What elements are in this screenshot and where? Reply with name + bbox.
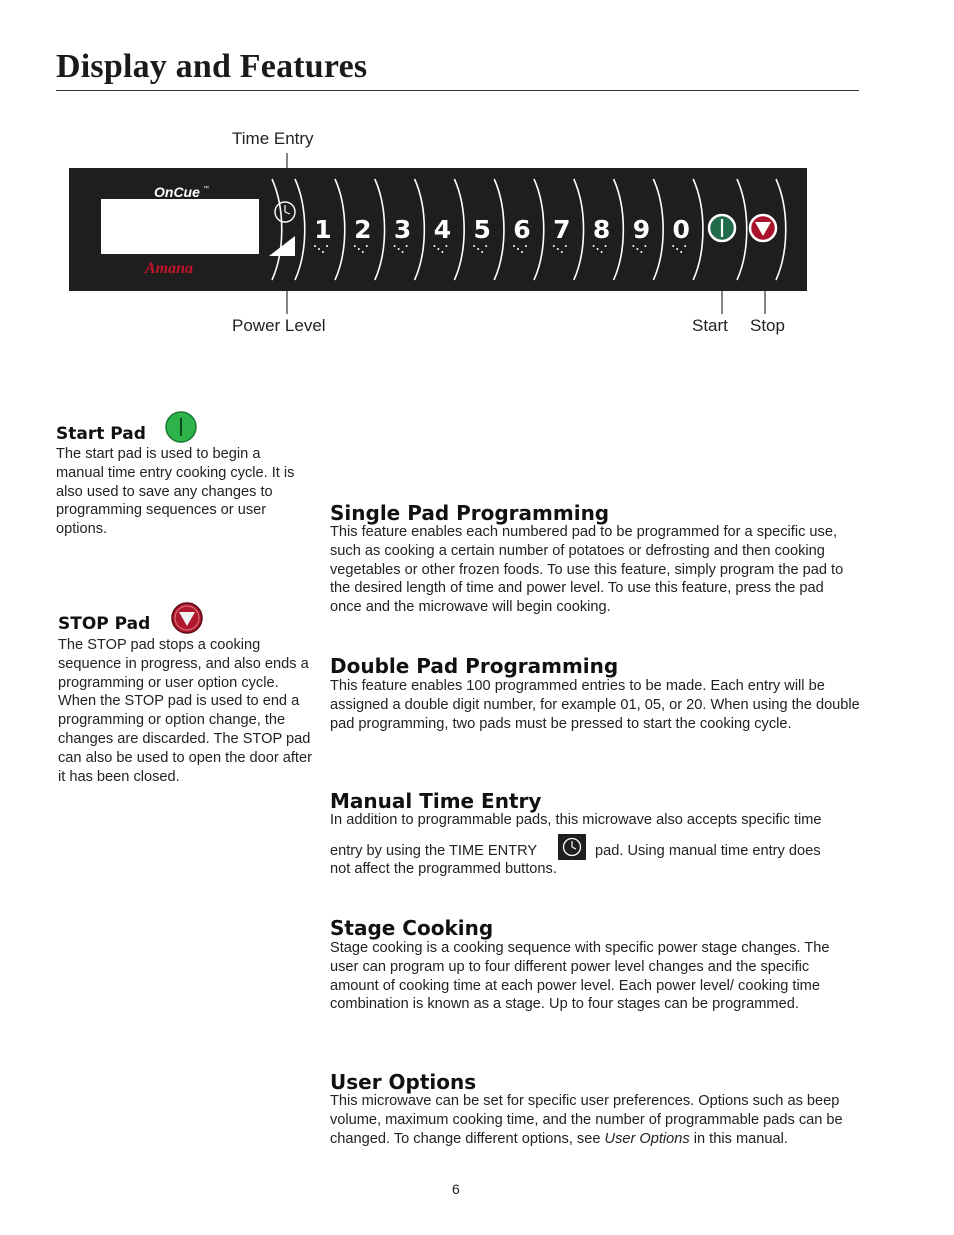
- manual-time-line2-after: pad. Using manual time entry does: [595, 843, 821, 859]
- user-options-text-before: This microwave can be set for specific user preferences. Options such as beep volume, maximum cooking time, and the number of programmable pads can be changed. To change different options, see: [330, 1093, 843, 1147]
- stop-pad-heading: STOP Pad: [58, 614, 151, 634]
- brand-oncue: OnCue: [154, 184, 200, 200]
- time-entry-icon: [558, 834, 586, 860]
- keypad-key-8[interactable]: [593, 179, 624, 280]
- keypad-key-3[interactable]: [394, 179, 425, 280]
- manual-time-line3: not affect the programmed buttons.: [330, 861, 557, 877]
- stage-cooking-text: Stage cooking is a cooking sequence with specific power stage changes. The user can program up to four different power level changes and the specific amount of cooking time at each power level. Each power level/ cooking time combination is known as a stage. Up to four stages can be programmed.: [330, 940, 830, 1013]
- brand-tm: ™: [203, 186, 209, 192]
- page-number: 6: [452, 1181, 460, 1197]
- single-pad-text: This feature enables each numbered pad to be programmed for a specific use, such as cooking a certain number of potatoes or defrosting and then cooking vegetables or other frozen foods. To use this feature, simply program the pad to the desired length of time and power level. To use this feature, press the pad once and the microwave will begin cooking.: [330, 524, 844, 616]
- control-panel: [69, 168, 807, 291]
- stop-pad-text: The STOP pad stops a cooking sequence in progress, and also ends a programming or user option cycle. When the STOP pad is used to end a programming or option change, the changes are discarded. The STOP pad can also be used to open the door after it has been closed.: [58, 637, 312, 785]
- callout-start: Start: [692, 316, 728, 335]
- double-pad-text: This feature enables 100 programmed entries to be made. Each entry will be assigned a double digit number, for example 01, 05, or 20. When using the double pad programming, two pads must be pressed to start the cooking cycle.: [330, 678, 860, 732]
- keypad-key-4[interactable]: [433, 179, 464, 280]
- keypad-key-2[interactable]: [354, 179, 385, 280]
- number-keypad: [314, 179, 703, 280]
- callout-time-entry: Time Entry: [232, 129, 314, 148]
- stop-pad-icon: [170, 601, 206, 635]
- keypad-key-0[interactable]: [672, 179, 703, 280]
- callout-stop: Stop: [750, 316, 785, 335]
- keypad-key-label: 0: [672, 215, 690, 244]
- double-pad-heading: Double Pad Programming: [330, 654, 619, 678]
- user-options-heading: User Options: [330, 1070, 477, 1094]
- keypad-key-5[interactable]: [473, 179, 504, 280]
- display-window: [101, 199, 259, 254]
- user-options-text-italic: User Options: [604, 1130, 690, 1147]
- single-pad-heading: Single Pad Programming: [330, 501, 610, 525]
- callout-power-level: Power Level: [232, 316, 326, 335]
- keypad-key-label: 9: [632, 215, 651, 244]
- manual-time-line1: In addition to programmable pads, this microwave also accepts specific time: [330, 812, 822, 828]
- page-title: Display and Features: [56, 48, 368, 85]
- start-pad-text: The start pad is used to begin a manual time entry cooking cycle. It is also used to save any changes to programming sequences or user options.: [56, 446, 295, 538]
- keypad-key-label: 4: [433, 215, 452, 244]
- keypad-key-label: 2: [354, 215, 372, 244]
- keypad-key-6[interactable]: [513, 179, 544, 280]
- stage-cooking-heading: Stage Cooking: [330, 916, 494, 940]
- keypad-key-label: 6: [513, 215, 531, 244]
- user-options-text-after: in this manual.: [693, 1130, 788, 1147]
- start-pad-icon: [164, 410, 200, 444]
- keypad-key-label: 5: [473, 215, 491, 244]
- manual-time-heading: Manual Time Entry: [330, 789, 542, 813]
- keypad-key-7[interactable]: [553, 179, 584, 280]
- keypad-key-9[interactable]: [632, 179, 663, 280]
- user-options-text: [330, 1092, 855, 1148]
- keypad-key-1[interactable]: [314, 179, 345, 280]
- keypad-key-label: 3: [393, 215, 412, 244]
- manual-time-line2-before: entry by using the TIME ENTRY: [330, 843, 538, 859]
- keypad-key-label: 8: [592, 215, 611, 244]
- start-pad-heading: Start Pad: [56, 424, 146, 444]
- brand-amana: Amana: [145, 260, 194, 277]
- keypad-key-label: 1: [314, 215, 332, 244]
- keypad-key-label: 7: [553, 215, 571, 244]
